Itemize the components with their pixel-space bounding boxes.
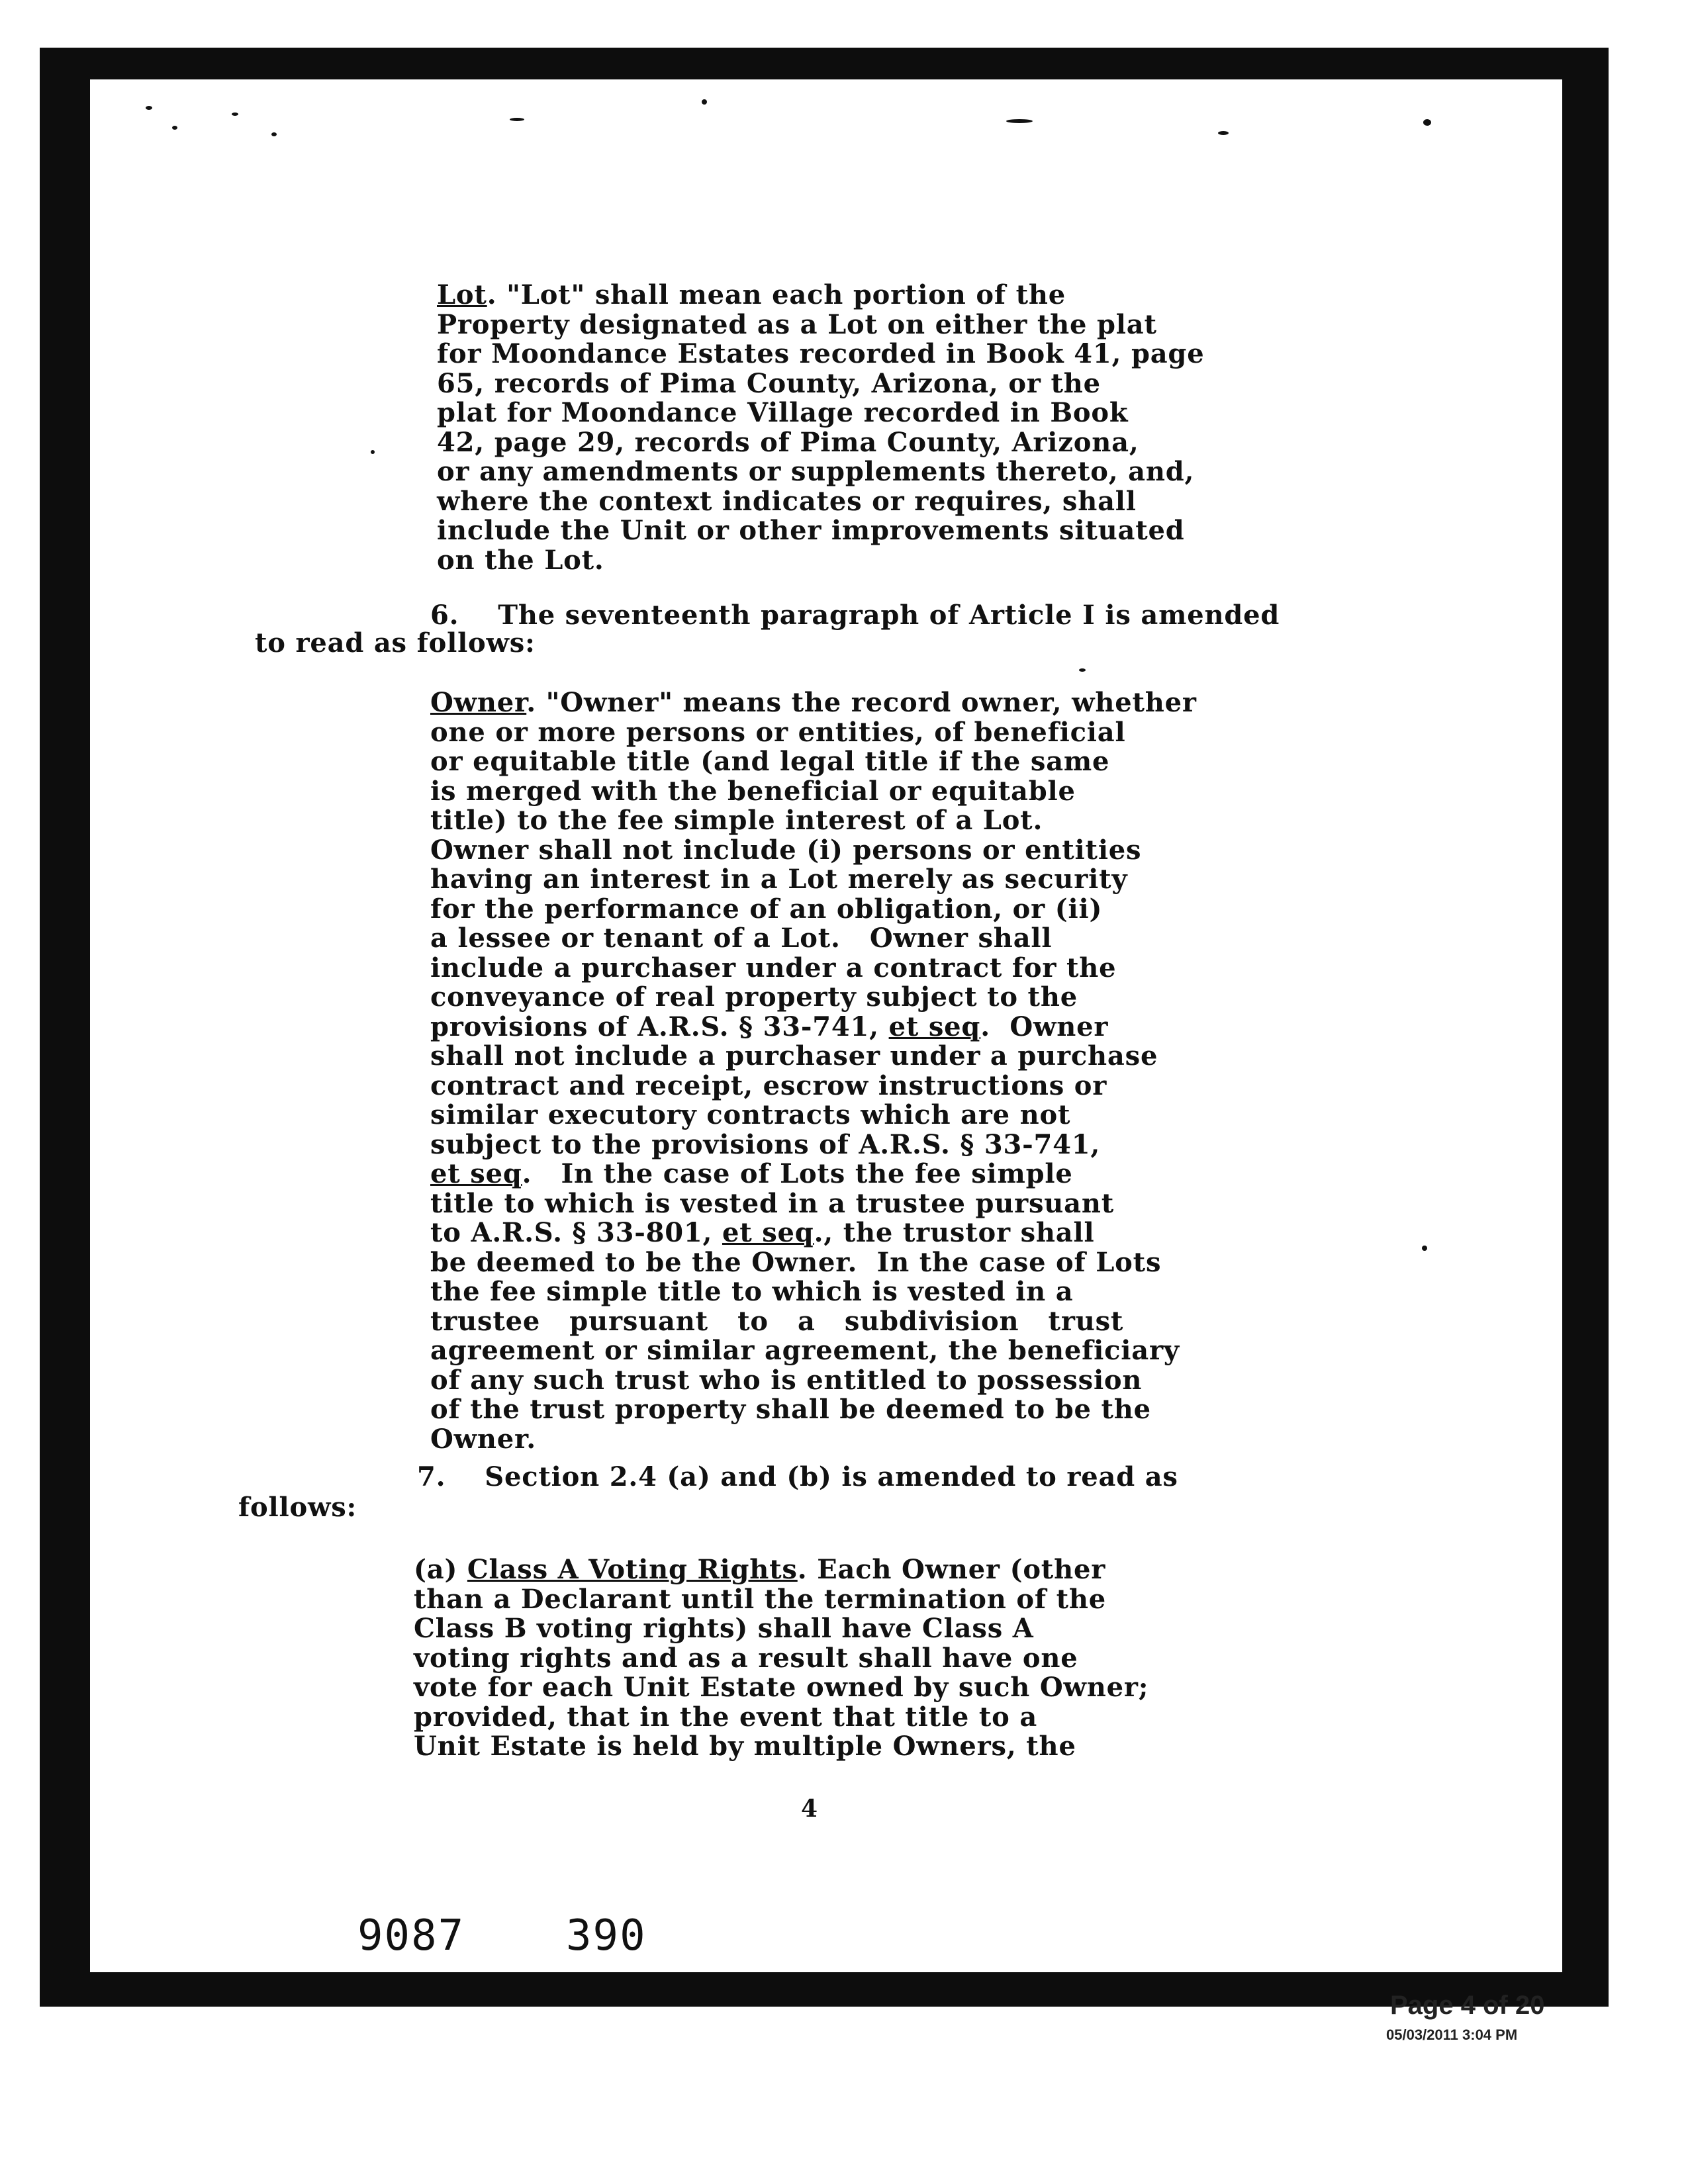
section-7-continuation: follows: [238,1492,357,1523]
owner-term: Owner [430,687,527,718]
recording-page-number: 390 [566,1911,647,1960]
scan-border-top [40,48,1609,79]
section-6-heading: 6. The seventeenth paragraph of Article I is amended [430,600,1280,631]
scan-speck [1079,668,1086,672]
section-7-heading: 7. Section 2.4 (a) and (b) is amended to read as [417,1461,1178,1492]
print-timestamp: 05/03/2011 3:04 PM [1386,2026,1518,2043]
scan-border-bottom [40,1972,1609,2007]
scan-speck [371,450,375,454]
page-number: 4 [801,1795,818,1823]
scan-speck [510,118,524,121]
scan-border-right [1562,48,1609,2007]
page-of-indicator: Page 4 of 20 [1390,1991,1545,2020]
scan-border-left [40,48,90,2007]
scan-speck [1423,119,1431,126]
recording-book-number: 9087 [357,1911,465,1960]
scan-speck [232,113,238,116]
lot-term: Lot [437,279,487,310]
section-6-continuation: to read as follows: [255,627,536,659]
scan-speck [1006,119,1033,123]
scan-speck [146,106,152,110]
class-a-voting-rights: (a) Class A Voting Rights. Each Owner (other than a Declarant until the termination of the Class B voting rights) shall have Class A voting rights and as a result shall have one vote for each Unit Estate owned by such Owner; provided, that in the event that title to a Unit Estate is held by multiple Owners, the [414,1554,1149,1762]
class-a-term: Class A Voting Rights [467,1554,798,1585]
owner-definition: Owner. "Owner" means the record owner, whether one or more persons or entities, of beneficial or equitable title (and legal title if the same is merged with the beneficial or equitable title) to the fee simple interest of a Lot. Owner shall not include (i) persons or entities having an interest in a Lot merely as security for the performance of an obligation, or (ii) a lessee or tenant of a Lot. Owner shall include a purchaser under a contract for the conveyance of real property subject to the provisions of A.R.S. § 33-741, et seq. Owner shall not include a purchaser under a purchase contract and receipt, escrow instructions or similar executory contracts which are not subject to the provisions of A.R.S. § 33-741, et seq. In the case of Lots the fee simple title to which is vested in a trustee pursuant to A.R.S. § 33-801, et seq., the trustor shall be deemed to be the Owner. In the case of Lots the fee simple title to which is vested in a trustee pursuant to a subdivision trust agreement or similar agreement, the beneficiary of any such trust who is entitled to possession of the trust property shall be deemed to be the Owner. [430,687,1197,1455]
scan-speck [1422,1246,1427,1251]
scan-speck [271,132,277,136]
lot-definition: Lot. "Lot" shall mean each portion of the Property designated as a Lot on either the plat for Moondance Estates recorded in Book 41, page 65, records of Pima County, Arizona, or the plat for Moondance Village recorded in Book 42, page 29, records of Pima County, Arizona, or any amendments or supplements thereto, and, where the context indicates or requires, shall include the Unit or other improvements situated on the Lot. [437,279,1205,576]
scan-speck [172,126,177,130]
scan-speck [1218,131,1229,135]
scan-speck [702,99,707,105]
